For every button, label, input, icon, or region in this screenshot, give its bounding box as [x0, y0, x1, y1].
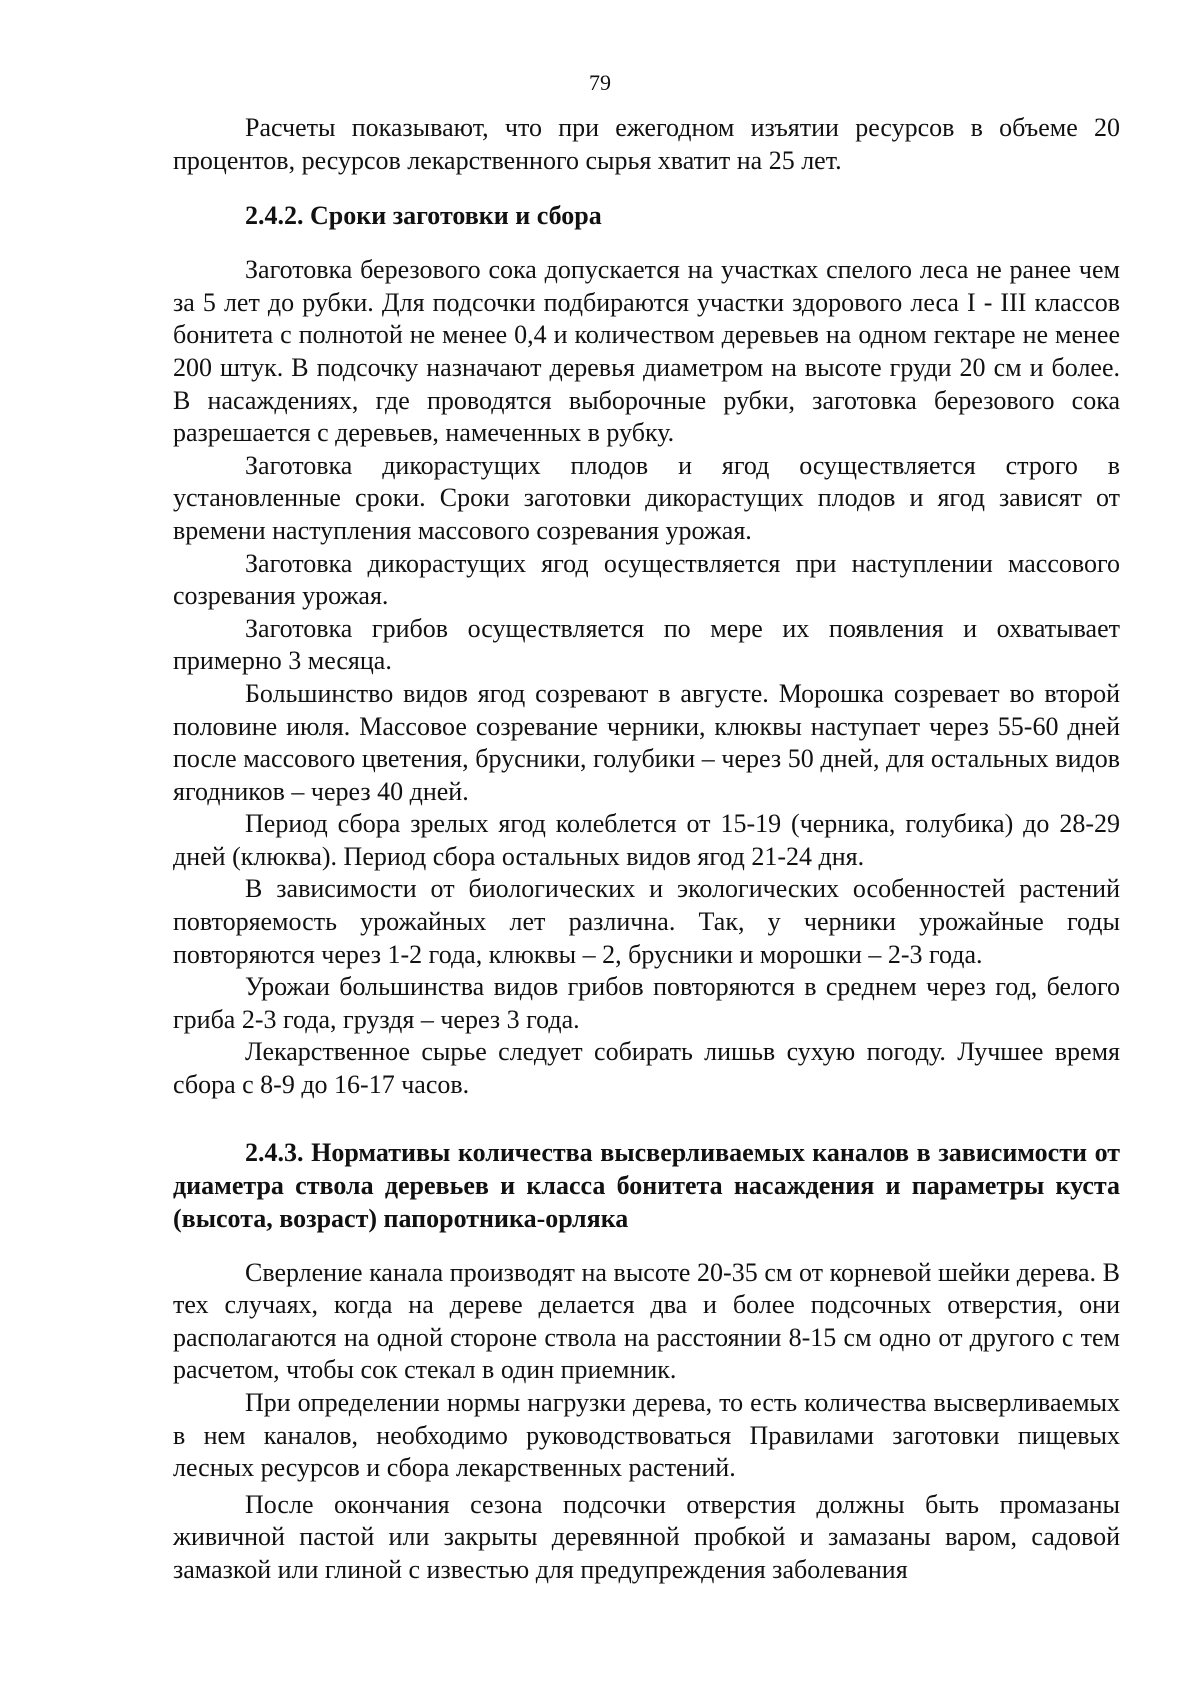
page-content: [173, 112, 1120, 1587]
paragraph: Лекарственное сырье следует собирать лишьв сухую погоду. Лучшее время сбора с 8-9 до 16-17 часов.: [173, 1037, 1120, 1100]
page-number: 79: [589, 70, 611, 95]
paragraph: Заготовка дикорастущих ягод осуществляется при наступлении массового созревания урожая.: [173, 548, 1120, 611]
section-heading-2-4-3: 2.4.3. Нормативы количества высверливаемых каналов в зависимости от диаметра ствола деревьев и класса бонитета насаждения и параметры куста (высота, возраст) папоротника-орляка: [173, 1137, 1120, 1233]
paragraph: При определении нормы нагрузки дерева, то есть количества высверливаемых в нем каналов, необходимо руководствоваться Правилами заготовки пищевых лесных ресурсов и сбора лекарственных растений.: [173, 1388, 1120, 1483]
paragraph: Заготовка березового сока допускается на участках спелого леса не ранее чем за 5 лет до рубки. Для подсочки подбираются участки здорового леса I - III классов бонитета с полнотой не менее 0,4 и количеством деревьев на одном гектаре не менее 200 штук. В подсочку назначают деревья диаметром на высоте груди 20 см и более. В насаждениях, где проводятся выборочные рубки, заготовка березового сока разрешается с деревьев, намеченных в рубку.: [173, 255, 1120, 448]
intro-paragraph: Расчеты показывают, что при ежегодном изъятии ресурсов в объеме 20 процентов, ресурсов лекарственного сырья хватит на 25 лет.: [173, 113, 1120, 175]
paragraph: Сверление канала производят на высоте 20-35 см от корневой шейки дерева. В тех случаях, когда на дереве делается два и более подсочных отверстия, они располагаются на одной стороне ствола на расстоянии 8-15 см одно от другого с тем расчетом, чтобы сок стекал в один приемник.: [173, 1257, 1120, 1385]
paragraph: Большинство видов ягод созревают в августе. Морошка созревает во второй половине июля. Массовое созревание черники, клюквы наступает через 55-60 дней после массового цветения, брусники, голубики – через 50 дней, для остальных видов ягодников – через 40 дней.: [173, 678, 1120, 806]
paragraph: Заготовка дикорастущих плодов и ягод осуществляется строго в установленные сроки. Сроки заготовки дикорастущих плодов и ягод зависят от времени наступления массового созревания урожая.: [173, 450, 1120, 545]
paragraph: Период сбора зрелых ягод колеблется от 15-19 (черника, голубика) до 28-29 дней (клюква). Период сбора остальных видов ягод 21-24 дня.: [173, 809, 1120, 871]
paragraph: Заготовка грибов осуществляется по мере их появления и охватывает примерно 3 месяца.: [173, 613, 1120, 676]
paragraph: Урожаи большинства видов грибов повторяются в среднем через год, белого гриба 2-3 года, груздя – через 3 года.: [173, 972, 1120, 1034]
paragraph: После окончания сезона подсочки отверстия должны быть промазаны живичной пастой или закрыты деревянной пробкой и замазаны варом, садовой замазкой или глиной с известью для предупреждения заболевания: [173, 1489, 1120, 1584]
section-heading-2-4-2: 2.4.2. Сроки заготовки и сбора: [245, 201, 602, 231]
paragraph: В зависимости от биологических и экологических особенностей растений повторяемость урожайных лет различна. Так, у черники урожайные годы повторяются через 1-2 года, клюквы – 2, брусники и морошки – 2-3 года.: [173, 874, 1120, 969]
